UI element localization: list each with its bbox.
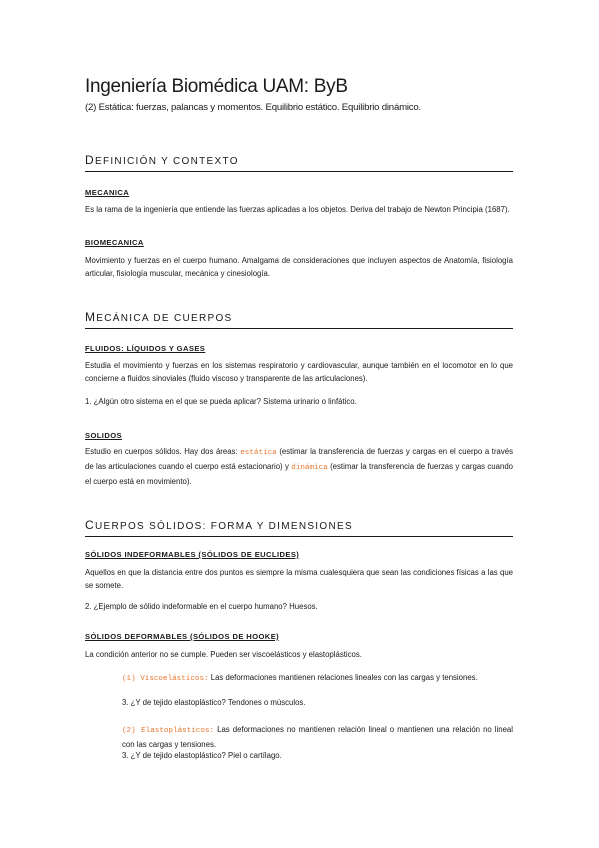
viscoelasticos-item — [122, 671, 513, 686]
highlight-dinamica: dinámica — [291, 464, 328, 472]
question-3a: 3. ¿Y de tejido elastoplástico? Tendones o músculos. — [122, 698, 306, 707]
heading-rest: UERPOS SÓLIDOS: FORMA Y DIMENSIONES — [94, 521, 353, 532]
question-1: 1. ¿Algún otro sistema en el que se pueda aplicar? Sistema urinario o linfático. — [85, 397, 357, 406]
section-heading-mecanica-cuerpos — [85, 311, 513, 329]
solidos-text-c: (estimar la transferencia de fuerzas y cargas cuando el cuerpo está en movimiento). — [85, 462, 513, 486]
heading-cap: D — [85, 153, 95, 167]
section-heading-cuerpos-solidos — [85, 519, 513, 537]
highlight-estatica: estática — [240, 449, 277, 457]
paragraph-deformables: La condición anterior no se cumple. Pueden ser viscoelásticos y elastoplásticos. — [85, 650, 362, 659]
subheading-fluidos: FLUIDOS: LÍQUIDOS Y GASES — [85, 344, 206, 353]
viscoelasticos-text: Las deformaciones mantienen relaciones lineales con las cargas y tensiones. — [208, 673, 478, 682]
subheading-mecanica: MECANICA — [85, 188, 130, 197]
subheading-solidos: SOLIDOS — [85, 431, 122, 440]
question-3b: 3. ¿Y de tejido elastoplástico? Piel o cartílago. — [122, 751, 282, 760]
elastoplasticos-label: (2) Elastoplásticos: — [122, 727, 215, 735]
document-subtitle: (2) Estática: fuerzas, palancas y momentos. Equilibrio estático. Equilibrio dinámico. — [85, 102, 421, 113]
viscoelasticos-label: (1) Viscoelásticos: — [122, 675, 209, 683]
heading-rest: EFINICIÓN Y CONTEXTO — [94, 156, 239, 167]
subheading-indeformables: SÓLIDOS INDEFORMABLES (SÓLIDOS DE EUCLIDES) — [85, 550, 300, 559]
paragraph-indeformables: Aquellos en que la distancia entre dos puntos es siempre la misma cualesquiera que sean las condiciones físicas a las que se somete. — [85, 568, 513, 590]
subheading-deformables: SÓLIDOS DEFORMABLES (SÓLIDOS DE HOOKE) — [85, 632, 280, 641]
paragraph-biomecanica: Movimiento y fuerzas en el cuerpo humano. Amalgama de consideraciones que incluyen aspectos de Anatomía, fisiología articular, fisiología muscular, mecánica y cinesiología. — [85, 256, 513, 278]
document-header — [85, 76, 513, 114]
heading-cap: M — [85, 310, 97, 324]
document-title: Ingeniería Biomédica UAM: ByB — [85, 76, 348, 97]
question-2: 2. ¿Ejemplo de sólido indeformable en el cuerpo humano? Huesos. — [85, 602, 318, 611]
paragraph-mecanica: Es la rama de la ingeniería que entiende las fuerzas aplicadas a los objetos. Deriva del trabajo de Newton Principia (1687). — [85, 205, 510, 214]
elastoplasticos-text: Las deformaciones no mantienen relación lineal o mantienen una relación no lineal con las cargas y tensiones. — [122, 725, 514, 749]
elastoplasticos-item — [122, 723, 513, 751]
paragraph-fluidos: Estudia el movimiento y fuerzas en los sistemas respiratorio y cardiovascular, aunque también en el locomotor en lo que concierne a fluidos sinoviales (fluido viscoso y transparente de las articulaciones). — [85, 361, 513, 383]
subheading-biomecanica: BIOMECANICA — [85, 238, 144, 247]
solidos-text-a: Estudio en cuerpos sólidos. Hay dos áreas: — [85, 447, 241, 456]
solidos-text-b: (estimar la transferencia de fuerzas y cargas en el cuerpo a través de las articulaciones cuando el cuerpo está estacionario) y — [85, 447, 514, 471]
heading-cap: C — [85, 518, 95, 532]
paragraph-solidos — [85, 445, 513, 488]
heading-rest: ECÁNICA DE CUERPOS — [96, 313, 233, 324]
section-heading-definicion — [85, 154, 513, 172]
